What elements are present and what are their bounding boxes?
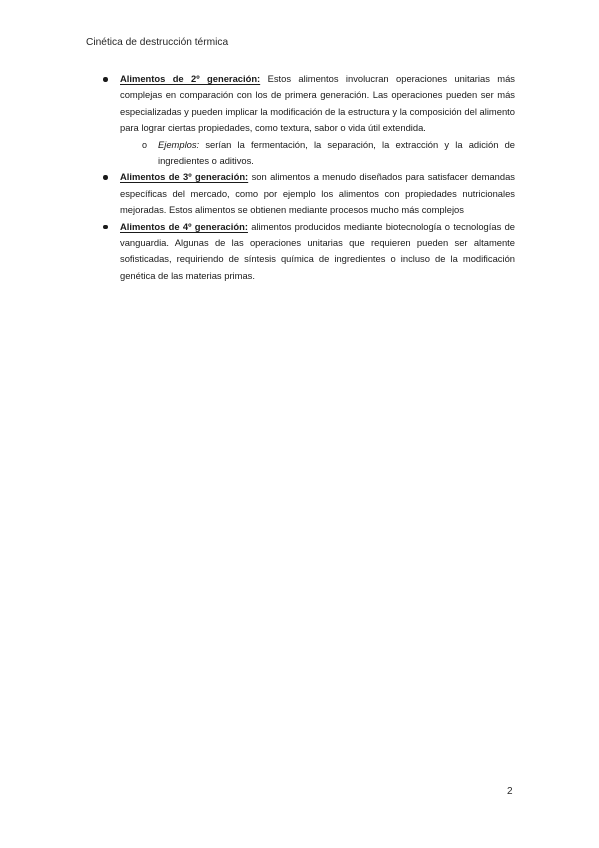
term-2nd-generation: Alimentos de 2º generación: [120, 73, 261, 84]
examples-label: Ejemplos: [158, 138, 200, 150]
sub-list [120, 137, 515, 170]
sub-item-examples [142, 137, 515, 170]
description-4th-generation: alimentos producidos mediante biotecnología o tecnologías de vanguardia. Algunas de las operaciones unitarias que requieren pueden ser altamente sofisticadas, requiriendo de síntesis química de ingredientes o incluso de la modificación genética de las materias primas. [120, 220, 515, 281]
running-header: Cinética de destrucción térmica [86, 37, 229, 48]
list-item-3rd-generation [120, 169, 515, 218]
bullet-icon [103, 175, 108, 180]
examples-text: serían la fermentación, la separación, la extracción y la adición de ingredientes o aditivos. [158, 138, 515, 167]
description-2nd-generation: Estos alimentos involucran operaciones unitarias más complejas en comparación con los de primera generación. Las operaciones pueden ser más especializadas y pueden implicar la modificación de la estructura y la composición del alimento para lograr ciertas propiedades, como textura, sabor o vida útil extendida. [120, 73, 515, 134]
bullet-icon [103, 77, 108, 82]
generation-list [120, 71, 515, 284]
term-3rd-generation: Alimentos de 3º generación: [120, 171, 249, 183]
page-number: 2 [507, 786, 513, 797]
term-4th-generation: Alimentos de 4º generación: [120, 220, 248, 232]
hollow-bullet-icon: o [142, 139, 148, 150]
list-item-4th-generation [120, 219, 515, 285]
description-3rd-generation: son alimentos a menudo diseñados para satisfacer demandas específicas del mercado, como por ejemplo los alimentos con propiedades nutricionales mejoradas. Estos alimentos se obtienen mediante procesos mucho más complejos [120, 171, 515, 216]
list-item-2nd-generation [120, 71, 515, 169]
body-content [120, 71, 515, 284]
bullet-icon [103, 225, 108, 230]
